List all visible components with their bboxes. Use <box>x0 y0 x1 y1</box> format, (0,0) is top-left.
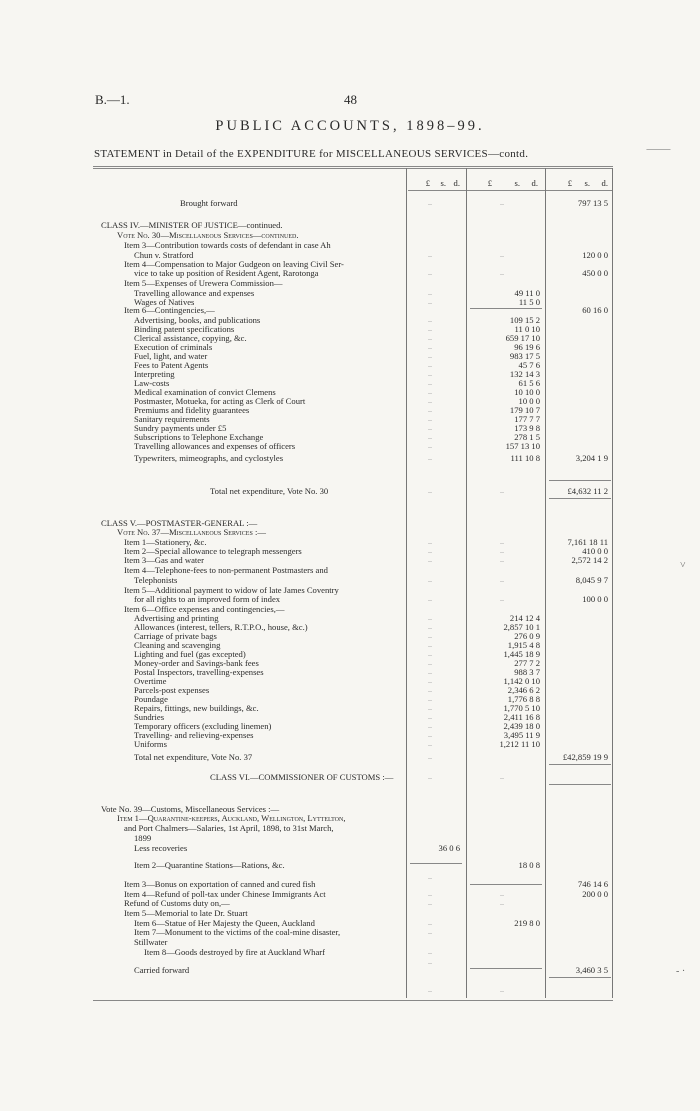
table-row: Chun v. Stratford .. .. 120 0 0 <box>134 250 608 260</box>
table-row: Item 1—Quarantine-keepers, Auckland, Wellington, Lyttelton, <box>117 813 346 823</box>
table-row: CLASS IV.—MINISTER OF JUSTICE—continued. <box>101 220 283 230</box>
table-row: Advertising, books, and publications .. 109 15 2 <box>134 315 540 325</box>
table-row: Carried forward 3,460 3 5 <box>134 965 608 975</box>
table-row: Item 3—Gas and water .. .. 2,572 14 2 <box>124 555 608 565</box>
table-row: Item 5—Memorial to late Dr. Stuart <box>124 908 248 918</box>
table-row: Temporary officers (excluding linemen) .. 2,439 18 0 <box>134 721 540 731</box>
table-row: Law-costs .. 61 5 6 <box>134 378 540 388</box>
table-row: Overtime .. 1,142 0 10 <box>134 676 540 686</box>
table-row: Item 1—Stationery, &c. .. .. 7,161 18 11 <box>124 537 608 547</box>
table-row: Item 4—Telephone-fees to non-permanent Postmasters and <box>124 565 328 575</box>
table-row: Brought forward .. .. 797 13 5 <box>180 198 608 208</box>
table-row: Wages of Natives .. 11 5 0 <box>134 297 540 307</box>
table-row: Allowances (interest, tellers, R.T.P.O., house, &c.) .. 2,857 10 1 <box>134 622 540 632</box>
col3-shillings: s. <box>584 178 590 188</box>
statement-subtitle: STATEMENT in Detail of the EXPENDITURE for MISCELLANEOUS SERVICES—contd. <box>94 148 529 160</box>
table-row: Fuel, light, and water .. 983 17 5 <box>134 351 540 361</box>
table-row: Vote No. 30—Miscellaneous Services—continued. <box>117 230 299 240</box>
col3-pounds: £ <box>567 178 572 188</box>
table-row: Uniforms .. 1,212 11 10 <box>134 739 540 749</box>
table-row: Item 3—Contribution towards costs of defendant in case Ah <box>124 240 331 250</box>
table-row: Carriage of private bags .. 276 0 9 <box>134 631 540 641</box>
table-row: Interpreting .. 132 14 3 <box>134 369 540 379</box>
table-row: Binding patent specifications .. 11 0 10 <box>134 324 540 334</box>
subtotal-rule <box>549 480 611 481</box>
table-row: Less recoveries 36 0 6 <box>134 843 460 853</box>
table-row: Sundries .. 2,411 16 8 <box>134 712 540 722</box>
table-row: Item 2—Quarantine Stations—Rations, &c. 18 0 8 <box>134 860 540 870</box>
margin-mark: ˅ <box>680 560 686 571</box>
table-row: Postmaster, Motueka, for acting as Clerk of Court .. 10 0 0 <box>134 396 540 406</box>
page-title: PUBLIC ACCOUNTS, 1898–99. <box>215 118 485 134</box>
table-row: Item 7—Monument to the victims of the coal-mine disaster, .. <box>134 927 432 937</box>
table-row: .. <box>428 872 432 881</box>
table-top-rule <box>93 166 613 167</box>
table-bottom-rule <box>93 1000 613 1001</box>
table-row: CLASS VI.—COMMISSIONER OF CUSTOMS :— .. .. <box>210 772 504 782</box>
table-row: Item 3—Bonus on exportation of canned and cured fish 746 14 6 <box>124 879 608 889</box>
col1-shillings: s. <box>440 178 446 188</box>
table-row: Fees to Patent Agents .. 45 7 6 <box>134 360 540 370</box>
table-row: Subscriptions to Telephone Exchange .. 278 1 5 <box>134 432 540 442</box>
total-rule <box>549 784 611 785</box>
table-row: Vote No. 37—Miscellaneous Services :— <box>117 527 266 537</box>
table-row: Medical examination of convict Clemens .. 10 10 0 <box>134 387 540 397</box>
table-row: Advertising and printing .. 214 12 4 <box>134 613 540 623</box>
table-row: Travelling- and relieving-expenses .. 3,495 11 9 <box>134 730 540 740</box>
table-row: Item 4—Compensation to Major Gudgeon on leaving Civil Ser- <box>124 259 344 269</box>
table-row: Item 6—Office expenses and contingencies,— <box>124 604 285 614</box>
table-row: Typewriters, mimeographs, and cyclostyles .. 111 10 8 3,204 1 9 <box>134 453 608 463</box>
table-row: Item 6—Contingencies,— 60 16 0 <box>124 305 608 315</box>
margin-mark: ⸻ <box>646 144 671 155</box>
table-row: Item 2—Special allowance to telegraph messengers .. .. 410 0 0 <box>124 546 608 556</box>
table-row: Lighting and fuel (gas excepted) .. 1,445 18 9 <box>134 649 540 659</box>
table-row: Repairs, fittings, new buildings, &c. .. 1,770 5 10 <box>134 703 540 713</box>
table-row: Postal Inspectors, travelling-expenses .. 988 3 7 <box>134 667 540 677</box>
table-row: Sundry payments under £5 .. 173 9 8 <box>134 423 540 433</box>
page-number: 48 <box>344 92 357 107</box>
col3-pence: d. <box>601 178 608 188</box>
table-row: for all rights to an improved form of index .. .. 100 0 0 <box>134 594 608 604</box>
subtotal-rule <box>549 977 611 978</box>
col2-pence: d. <box>531 178 538 188</box>
table-row: CLASS V.—POSTMASTER-GENERAL :— <box>101 518 258 528</box>
table-row: Clerical assistance, copying, &c. .. 659 17 10 <box>134 333 540 343</box>
table-row: Item 5—Additional payment to widow of late James Coventry <box>124 585 339 595</box>
col2-pounds: £ <box>487 178 492 188</box>
table-row: Money-order and Savings-bank fees .. 277 7 2 <box>134 658 540 668</box>
header-rule <box>408 190 613 191</box>
table-row: and Port Chalmers—Salaries, 1st April, 1898, to 31st March, <box>124 823 334 833</box>
total-rule <box>549 498 611 499</box>
table-row: Vote No. 39—Customs, Miscellaneous Services :— <box>101 804 280 814</box>
table-row: Sanitary requirements .. 177 7 7 <box>134 414 540 424</box>
table-row: .. <box>428 957 432 966</box>
table-row: 1899 <box>134 833 152 843</box>
col1-pounds: £ <box>425 178 430 188</box>
table-row: Telephonists .. .. 8,045 9 7 <box>134 575 608 585</box>
table-row: Item 6—Statue of Her Majesty the Queen, Auckland .. 219 8 0 <box>134 918 540 928</box>
table-row: Premiums and fidelity guarantees .. 179 10 7 <box>134 405 540 415</box>
col1-pence: d. <box>453 178 460 188</box>
table-row: Item 4—Refund of poll-tax under Chinese Immigrants Act .. .. 200 0 0 <box>124 889 608 899</box>
table-row: Cleaning and scavenging .. 1,915 4 8 <box>134 640 540 650</box>
table-row: .. .. <box>428 985 504 994</box>
table-row: Total net expenditure, Vote No. 37 .. £42,859 19 9 <box>134 752 608 762</box>
col2-shillings: s. <box>514 178 520 188</box>
sheet-reference: B.—1. <box>95 92 130 107</box>
table-row: Total net expenditure, Vote No. 30 .. .. £4,632 11 2 <box>210 486 608 496</box>
table-top-rule-inner <box>93 168 613 169</box>
table-row: vice to take up position of Resident Agent, Rarotonga .. .. 450 0 0 <box>134 268 608 278</box>
table-row: Refund of Customs duty on,— .. .. <box>124 898 504 908</box>
table-row: Item 5—Expenses of Urewera Commission— <box>124 278 283 288</box>
table-row: Item 8—Goods destroyed by fire at Auckland Wharf .. <box>144 947 432 957</box>
subtotal-rule <box>549 764 611 765</box>
table-row: Poundage .. 1,776 8 8 <box>134 694 540 704</box>
table-row: Parcels-post expenses .. 2,346 6 2 <box>134 685 540 695</box>
column-headers <box>0 178 700 188</box>
table-row: Travelling allowance and expenses .. 49 11 0 <box>134 288 540 298</box>
table-row: Execution of criminals .. 96 19 6 <box>134 342 540 352</box>
table-row: Travelling allowances and expenses of officers .. 157 13 10 <box>134 441 540 451</box>
table-row: Stillwater <box>134 937 168 947</box>
margin-mark: ‐ · <box>676 966 686 977</box>
